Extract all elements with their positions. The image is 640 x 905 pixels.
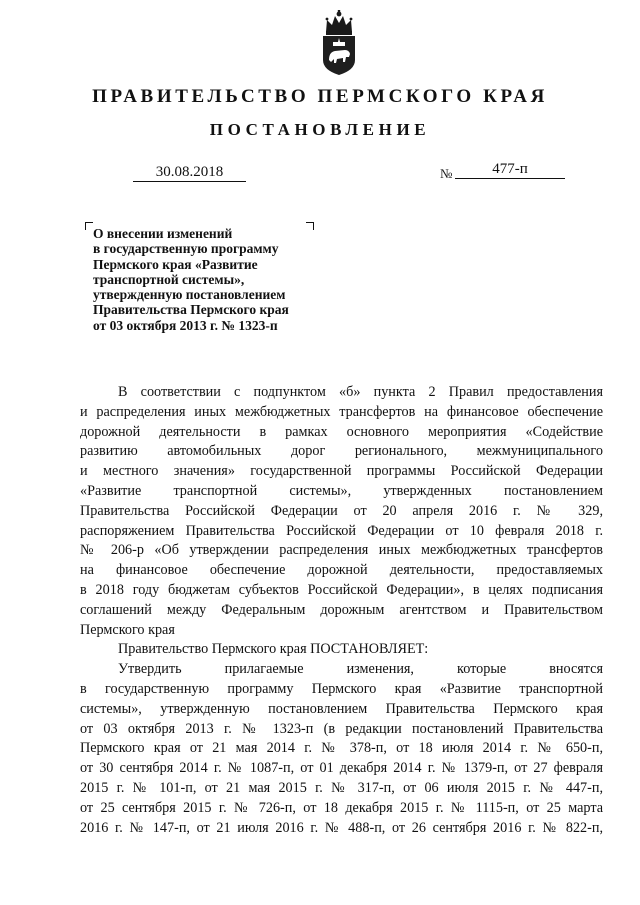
subject-line: Пермского края «Развитие	[93, 256, 258, 272]
body-line: развитию автомобильных дорог регионального, межмуниципального	[80, 443, 603, 460]
subject-line: утвержденную постановлением	[93, 287, 286, 303]
body-line: в 2018 году бюджетам субъектов Российской Федерации», в целях подписания	[80, 581, 603, 598]
body-line: «Развитие транспортной системы», утвержденных постановлением	[80, 482, 603, 499]
body-line: от 03 октября 2013 г. № 1323-п (в редакции постановлений Правительства	[80, 720, 603, 737]
body-line: дорожной деятельности в рамках основного мероприятия «Содействие	[80, 423, 603, 440]
body-line: распоряжением Правительства Российской Федерации от 10 февраля 2018 г.	[80, 522, 603, 539]
body-line: системы», утвержденную постановлением Правительства Пермского края	[80, 700, 603, 717]
document-body	[80, 383, 603, 838]
preamble-paragraph	[80, 383, 603, 640]
body-line: Пермского края от 21 мая 2014 г. № 378-п, от 18 июля 2014 г. № 650-п,	[80, 740, 603, 757]
subject-line: Правительства Пермского края	[93, 302, 289, 318]
body-line: и местного значения» государственной программы Российской Федерации	[80, 463, 603, 480]
body-line: и распределения иных межбюджетных трансфертов на финансовое обеспечение	[80, 403, 603, 420]
subject-line: транспортной системы»,	[93, 271, 245, 287]
body-line: Пермского края	[80, 621, 175, 638]
subject-line: О внесении изменений	[93, 226, 233, 241]
document-date: 30.08.2018	[133, 163, 246, 182]
subject-line: в государственную программу	[93, 241, 279, 257]
resolution-paragraph	[80, 660, 603, 838]
number-sign: №	[440, 166, 453, 181]
document-subject	[93, 226, 323, 333]
body-line: от 25 сентября 2015 г. № 726-п, от 18 декабря 2015 г. № 1115-п, от 25 марта	[80, 799, 603, 816]
subject-line: от 03 октября 2013 г. № 1323-п	[93, 317, 278, 333]
body-line: Правительства Российской Федерации от 20 апреля 2016 г. № 329,	[80, 502, 603, 519]
document-number: 477-п	[455, 160, 565, 179]
body-line: от 30 сентября 2014 г. № 1087-п, от 01 декабря 2014 г. № 1379-п, от 27 февраля	[80, 760, 603, 777]
body-line: в государственную программу Пермского края «Развитие транспортной	[80, 680, 603, 697]
government-title: ПРАВИТЕЛЬСТВО ПЕРМСКОГО КРАЯ	[92, 86, 548, 107]
body-line: Утвердить прилагаемые изменения, которые вносятся	[118, 661, 603, 678]
body-line: 2015 г. № 101-п, от 21 мая 2015 г. № 317-п, от 06 июля 2015 г. № 447-п,	[80, 779, 603, 796]
body-line: 2016 г. № 147-п, от 21 июля 2016 г. № 488-п, от 26 сентября 2016 г. № 822-п,	[80, 819, 603, 836]
body-line: В соответствии с подпунктом «б» пункта 2 Правил предоставления	[118, 384, 603, 400]
document-type: ПОСТАНОВЛЕНИЕ	[209, 120, 431, 139]
body-line: соглашений между Федеральным дорожным агентством и Правительством	[80, 601, 603, 618]
coat-of-arms-emblem	[318, 10, 360, 76]
subject-corner-left	[85, 222, 93, 230]
decree-statement: Правительство Пермского края ПОСТАНОВЛЯЕТ:	[118, 641, 429, 658]
body-line: на финансовое обеспечение дорожной деятельности, предоставляемых	[80, 562, 603, 579]
body-line: № 206-р «Об утверждении распределения иных межбюджетных трансфертов	[80, 542, 603, 559]
